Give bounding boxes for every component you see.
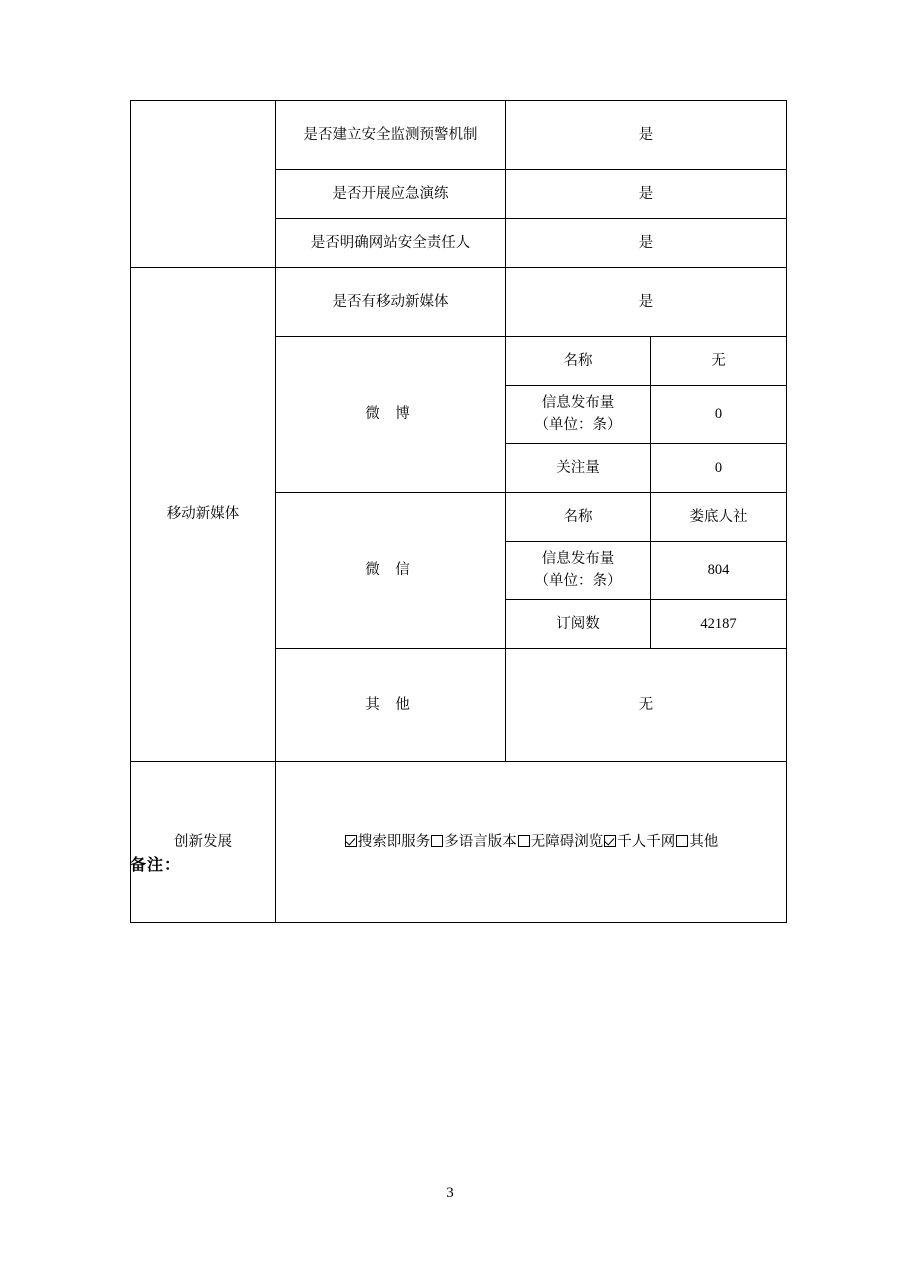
checkbox-accessibility[interactable] xyxy=(518,835,530,847)
security-label-2: 是否明确网站安全责任人 xyxy=(276,219,506,268)
weixin-publish-key-line1: 信息发布量 xyxy=(541,550,615,567)
weibo-name-value: 无 xyxy=(651,337,787,386)
weibo-label: 微 博 xyxy=(276,337,506,493)
weibo-name-key: 名称 xyxy=(506,337,651,386)
innovation-options-cell xyxy=(276,761,787,922)
report-table xyxy=(130,100,787,923)
weibo-follow-value: 0 xyxy=(651,443,787,492)
weibo-publish-key xyxy=(506,386,651,444)
innovation-option-label-2: 无障碍浏览 xyxy=(530,833,604,850)
weixin-subscribe-key: 订阅数 xyxy=(506,599,651,648)
has-mobile-media-label: 是否有移动新媒体 xyxy=(276,268,506,337)
other-media-value: 无 xyxy=(506,648,787,761)
weixin-name-value: 娄底人社 xyxy=(651,492,787,541)
remark-label: 备注： xyxy=(130,857,182,874)
security-label-1: 是否开展应急演练 xyxy=(276,170,506,219)
mobile-media-section-label: 移动新媒体 xyxy=(131,268,276,762)
page-number: 3 xyxy=(446,1185,454,1201)
weixin-subscribe-value: 42187 xyxy=(651,599,787,648)
innovation-label: 创新发展 xyxy=(131,761,276,922)
table-row xyxy=(131,101,787,170)
weixin-publish-key xyxy=(506,541,651,599)
security-section-blank xyxy=(131,101,276,268)
weixin-publish-key-line2: （单位：条） xyxy=(534,573,622,590)
has-mobile-media-value: 是 xyxy=(506,268,787,337)
weibo-follow-key: 关注量 xyxy=(506,443,651,492)
checkbox-search-as-service[interactable] xyxy=(345,835,357,847)
weixin-publish-value: 804 xyxy=(651,541,787,599)
security-value-2: 是 xyxy=(506,219,787,268)
table-row xyxy=(131,761,787,922)
innovation-options xyxy=(280,831,782,853)
other-media-label: 其 他 xyxy=(276,648,506,761)
innovation-option-label-0: 搜索即服务 xyxy=(357,833,431,850)
innovation-option-label-1: 多语言版本 xyxy=(444,833,517,850)
innovation-option-label-4: 其他 xyxy=(689,833,719,850)
checkbox-personalized-web[interactable] xyxy=(604,835,616,847)
weibo-publish-value: 0 xyxy=(651,386,787,444)
innovation-option-label-3: 千人千网 xyxy=(617,833,676,850)
weixin-name-key: 名称 xyxy=(506,492,651,541)
security-value-1: 是 xyxy=(506,170,787,219)
weixin-label: 微 信 xyxy=(276,492,506,648)
security-label-0: 是否建立安全监测预警机制 xyxy=(276,101,506,170)
table-row xyxy=(131,268,787,337)
checkbox-other[interactable] xyxy=(676,835,688,847)
security-value-0: 是 xyxy=(506,101,787,170)
weibo-publish-key-line2: （单位：条） xyxy=(534,417,622,434)
checkbox-multilingual[interactable] xyxy=(431,835,443,847)
weibo-publish-key-line1: 信息发布量 xyxy=(541,395,615,411)
